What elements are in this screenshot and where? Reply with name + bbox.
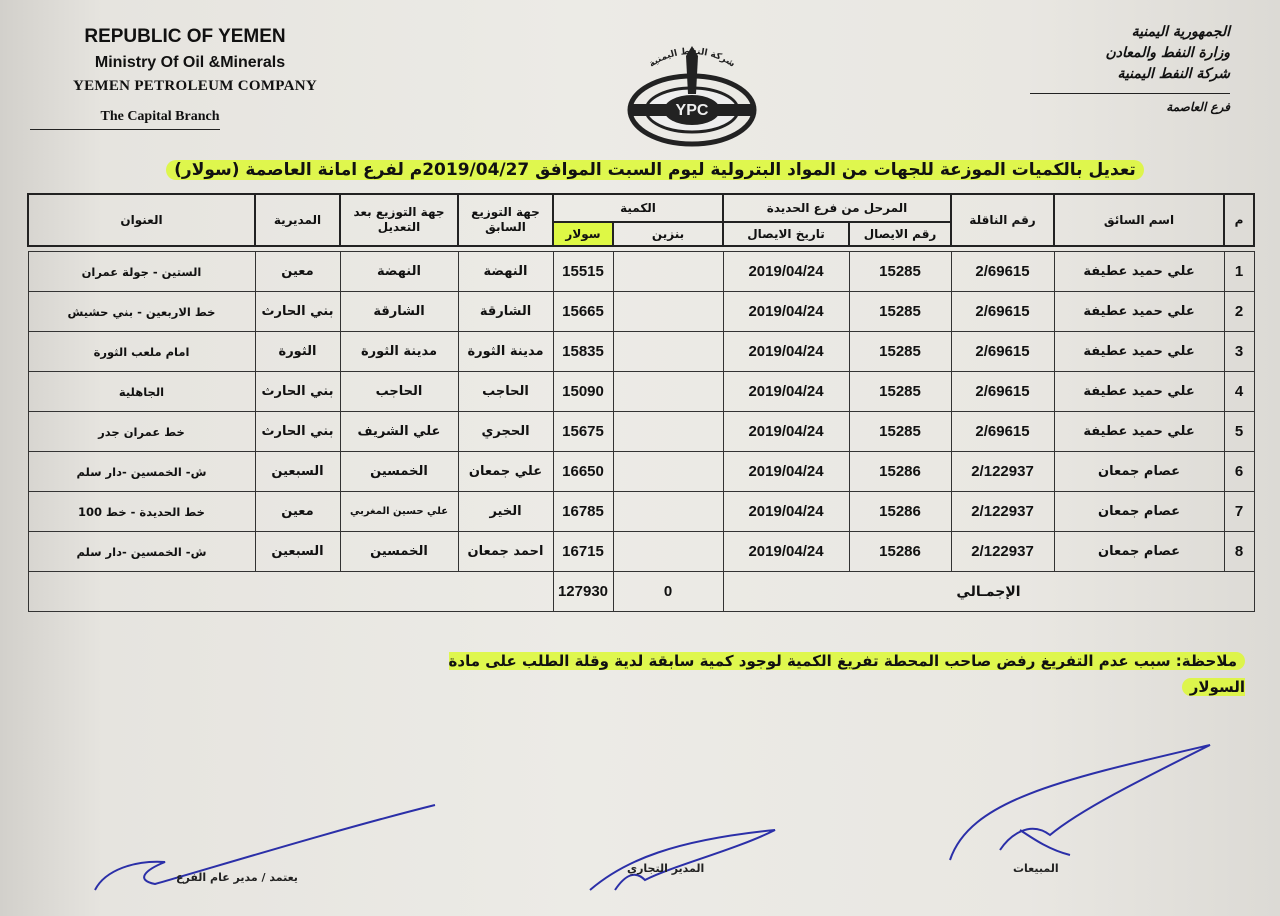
row-driver: عصام جمعان bbox=[1054, 532, 1224, 572]
row-directorate: بني الحارث bbox=[255, 292, 340, 332]
letterhead-ministry: Ministry Of Oil &Minerals bbox=[94, 54, 286, 71]
row-diesel: 16650 bbox=[553, 452, 613, 492]
row-petrol bbox=[613, 372, 723, 412]
commercial-signature-icon bbox=[585, 820, 785, 900]
letterhead-republic: REPUBLIC OF YEMEN bbox=[84, 26, 286, 47]
english-letterhead bbox=[40, 26, 350, 130]
row-directorate: معين bbox=[255, 492, 340, 532]
row-index: 4 bbox=[1224, 372, 1254, 412]
row-diesel: 15515 bbox=[553, 252, 613, 292]
sales-signature-label: المبيعات bbox=[1013, 862, 1059, 875]
row-new-distributor: الشارقة bbox=[340, 292, 458, 332]
row-directorate: السبعين bbox=[255, 452, 340, 492]
row-directorate: بني الحارث bbox=[255, 412, 340, 452]
row-prev-distributor: الحجري bbox=[458, 412, 553, 452]
row-receipt-date: 2019/04/24 bbox=[723, 532, 849, 572]
header-directorate: المديرية bbox=[255, 194, 340, 246]
total-row bbox=[28, 572, 1254, 612]
row-address: ش- الخمسين -دار سلم bbox=[28, 532, 255, 572]
row-prev-distributor: علي جمعان bbox=[458, 452, 553, 492]
header-truck: رقم الناقلة bbox=[951, 194, 1054, 246]
row-address: ش- الخمسين -دار سلم bbox=[28, 452, 255, 492]
row-directorate: السبعين bbox=[255, 532, 340, 572]
arabic-letterhead bbox=[1030, 22, 1230, 118]
table-row bbox=[28, 492, 1254, 532]
total-diesel: 127930 bbox=[553, 572, 613, 612]
row-receipt-date: 2019/04/24 bbox=[723, 492, 849, 532]
letterhead-underline bbox=[30, 129, 220, 130]
row-index: 1 bbox=[1224, 252, 1254, 292]
row-new-distributor: علي حسين المغربي bbox=[340, 492, 458, 532]
arabic-letterhead-ministry: وزارة النفط والمعادن bbox=[1105, 45, 1230, 61]
row-address: الجاهلية bbox=[28, 372, 255, 412]
total-blank bbox=[28, 572, 553, 612]
row-truck: 2/122937 bbox=[951, 452, 1054, 492]
row-address: خط الاربعين - بني حشيش bbox=[28, 292, 255, 332]
row-receipt-date: 2019/04/24 bbox=[723, 292, 849, 332]
row-index: 5 bbox=[1224, 412, 1254, 452]
row-receipt-no: 15286 bbox=[849, 492, 951, 532]
row-truck: 2/69615 bbox=[951, 332, 1054, 372]
row-receipt-date: 2019/04/24 bbox=[723, 412, 849, 452]
row-driver: علي حميد عطيفة bbox=[1054, 252, 1224, 292]
header-address: العنوان bbox=[28, 194, 255, 246]
row-prev-distributor: النهضة bbox=[458, 252, 553, 292]
row-petrol bbox=[613, 412, 723, 452]
row-index: 7 bbox=[1224, 492, 1254, 532]
header-index: م bbox=[1224, 194, 1254, 246]
row-truck: 2/122937 bbox=[951, 492, 1054, 532]
row-petrol bbox=[613, 492, 723, 532]
total-label: الإجمـالي bbox=[723, 572, 1254, 612]
table-row bbox=[28, 412, 1254, 452]
row-driver: علي حميد عطيفة bbox=[1054, 372, 1224, 412]
row-truck: 2/69615 bbox=[951, 412, 1054, 452]
row-diesel: 16715 bbox=[553, 532, 613, 572]
approval-signature-icon bbox=[85, 800, 445, 900]
row-prev-distributor: الشارقة bbox=[458, 292, 553, 332]
ypc-logo-icon bbox=[612, 42, 772, 152]
row-truck: 2/69615 bbox=[951, 372, 1054, 412]
row-new-distributor: الخمسين bbox=[340, 532, 458, 572]
letterhead-company: YEMEN PETROLEUM COMPANY bbox=[72, 78, 318, 94]
header-receipt-date: تاريخ الايصال bbox=[723, 222, 849, 246]
row-driver: عصام جمعان bbox=[1054, 452, 1224, 492]
row-driver: علي حميد عطيفة bbox=[1054, 292, 1224, 332]
table-row bbox=[28, 532, 1254, 572]
row-driver: عصام جمعان bbox=[1054, 492, 1224, 532]
row-petrol bbox=[613, 292, 723, 332]
header-receipt-no: رقم الايصال bbox=[849, 222, 951, 246]
row-receipt-no: 15285 bbox=[849, 252, 951, 292]
row-receipt-no: 15285 bbox=[849, 372, 951, 412]
row-receipt-no: 15286 bbox=[849, 452, 951, 492]
row-receipt-no: 15285 bbox=[849, 292, 951, 332]
approval-signature-label: يعتمد / مدير عام الفرع bbox=[176, 871, 298, 884]
row-prev-distributor: مدينة الثورة bbox=[458, 332, 553, 372]
arabic-letterhead-branch: فرع العاصمة bbox=[1030, 93, 1230, 118]
row-address: الستين - جولة عمران bbox=[28, 252, 255, 292]
arabic-letterhead-company: شركة النفط اليمنية bbox=[1117, 66, 1230, 82]
row-address: خط الحديدة - خط 100 bbox=[28, 492, 255, 532]
header-quantity: الكمية bbox=[553, 194, 723, 222]
row-driver: علي حميد عطيفة bbox=[1054, 412, 1224, 452]
row-new-distributor: الخمسين bbox=[340, 452, 458, 492]
header-prev-distributor: جهة التوزيع السابق bbox=[458, 194, 553, 246]
row-index: 8 bbox=[1224, 532, 1254, 572]
logo-ypc-text: YPC bbox=[675, 102, 709, 119]
row-diesel: 15665 bbox=[553, 292, 613, 332]
distribution-table bbox=[27, 193, 1255, 612]
note bbox=[415, 648, 1245, 696]
letterhead-branch: The Capital Branch bbox=[100, 109, 220, 124]
row-new-distributor: علي الشريف bbox=[340, 412, 458, 452]
header-driver: اسم السائق bbox=[1054, 194, 1224, 246]
row-petrol bbox=[613, 532, 723, 572]
row-new-distributor: مدينة الثورة bbox=[340, 332, 458, 372]
row-directorate: الثورة bbox=[255, 332, 340, 372]
table-row bbox=[28, 372, 1254, 412]
row-receipt-no: 15285 bbox=[849, 332, 951, 372]
row-diesel: 15835 bbox=[553, 332, 613, 372]
arabic-letterhead-republic: الجمهورية اليمنية bbox=[1131, 24, 1230, 40]
row-directorate: بني الحارث bbox=[255, 372, 340, 412]
row-prev-distributor: احمد جمعان bbox=[458, 532, 553, 572]
row-receipt-date: 2019/04/24 bbox=[723, 252, 849, 292]
sales-signature-icon bbox=[940, 740, 1220, 870]
row-diesel: 15090 bbox=[553, 372, 613, 412]
row-receipt-date: 2019/04/24 bbox=[723, 452, 849, 492]
row-index: 6 bbox=[1224, 452, 1254, 492]
row-prev-distributor: الحاجب bbox=[458, 372, 553, 412]
row-truck: 2/69615 bbox=[951, 292, 1054, 332]
header-stage: المرحل من فرع الحديدة bbox=[723, 194, 951, 222]
commercial-signature-label: المدير التجاري bbox=[627, 862, 705, 875]
table-row bbox=[28, 452, 1254, 492]
header-petrol: بنزين bbox=[613, 222, 723, 246]
row-diesel: 15675 bbox=[553, 412, 613, 452]
row-truck: 2/69615 bbox=[951, 252, 1054, 292]
row-prev-distributor: الخير bbox=[458, 492, 553, 532]
row-diesel: 16785 bbox=[553, 492, 613, 532]
row-address: امام ملعب الثورة bbox=[28, 332, 255, 372]
header-diesel: سولار bbox=[553, 222, 613, 246]
total-petrol: 0 bbox=[613, 572, 723, 612]
document-title bbox=[155, 155, 1155, 185]
note-text: ملاحظة: سبب عدم التفريغ رفض صاحب المحطة تفريغ الكمية لوجود كمية سابقة لدية وقلة الطلب على مادة السولار bbox=[448, 652, 1245, 696]
row-receipt-no: 15286 bbox=[849, 532, 951, 572]
table-row bbox=[28, 332, 1254, 372]
row-index: 2 bbox=[1224, 292, 1254, 332]
row-new-distributor: الحاجب bbox=[340, 372, 458, 412]
row-address: خط عمران جدر bbox=[28, 412, 255, 452]
row-petrol bbox=[613, 252, 723, 292]
row-truck: 2/122937 bbox=[951, 532, 1054, 572]
logo-arc-text: شركة النفط اليمنية bbox=[647, 46, 737, 70]
header-new-distributor: جهة التوزيع بعد التعديل bbox=[340, 194, 458, 246]
row-receipt-no: 15285 bbox=[849, 412, 951, 452]
row-receipt-date: 2019/04/24 bbox=[723, 372, 849, 412]
row-new-distributor: النهضة bbox=[340, 252, 458, 292]
row-receipt-date: 2019/04/24 bbox=[723, 332, 849, 372]
row-petrol bbox=[613, 452, 723, 492]
row-petrol bbox=[613, 332, 723, 372]
row-index: 3 bbox=[1224, 332, 1254, 372]
table-row bbox=[28, 252, 1254, 292]
document-title-text: تعديل بالكميات الموزعة للجهات من المواد البترولية ليوم السبت الموافق 2019/04/27م لفرع امانة العاصمة (سولار) bbox=[166, 160, 1144, 180]
row-driver: علي حميد عطيفة bbox=[1054, 332, 1224, 372]
row-directorate: معين bbox=[255, 252, 340, 292]
table-row bbox=[28, 292, 1254, 332]
